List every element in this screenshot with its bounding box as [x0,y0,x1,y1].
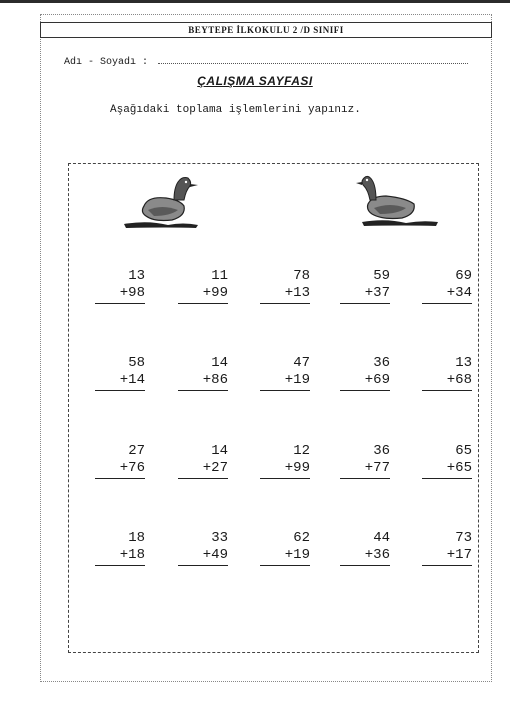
addition-problem [260,530,310,566]
addition-problem [340,443,390,479]
problems-box [68,163,479,653]
worksheet-title: ÇALIŞMA SAYFASI [197,74,313,88]
addition-problem [260,355,310,391]
answer-line[interactable] [422,478,472,479]
addend-bottom: +27 [202,460,228,476]
answer-line[interactable] [422,565,472,566]
addition-problem [422,443,472,479]
addend-bottom: +17 [446,547,472,563]
addend-bottom: +14 [119,372,145,388]
addend-bottom: +99 [202,285,228,301]
addend-bottom: +49 [202,547,228,563]
answer-line[interactable] [422,303,472,304]
answer-line[interactable] [95,565,145,566]
student-name-line [64,55,468,68]
addend-bottom: +65 [446,460,472,476]
addition-problem [422,530,472,566]
addend-top: 13 [455,355,472,371]
answer-line[interactable] [340,390,390,391]
addend-top: 33 [211,530,228,546]
answer-line[interactable] [340,565,390,566]
answer-line[interactable] [340,478,390,479]
addition-problem [422,268,472,304]
addition-problem [340,355,390,391]
scan-edge [0,0,510,3]
addend-top: 62 [293,530,310,546]
addition-problem [340,268,390,304]
addend-bottom: +18 [119,547,145,563]
addend-bottom: +13 [284,285,310,301]
addend-top: 58 [128,355,145,371]
addend-top: 65 [455,443,472,459]
addend-bottom: +76 [119,460,145,476]
addend-top: 78 [293,268,310,284]
school-header: BEYTEPE İLKOKULU 2 /D SINIFI [40,22,492,38]
addend-bottom: +86 [202,372,228,388]
addend-top: 59 [373,268,390,284]
addend-bottom: +19 [284,547,310,563]
answer-line[interactable] [260,565,310,566]
addend-top: 18 [128,530,145,546]
addition-problem [95,268,145,304]
answer-line[interactable] [178,565,228,566]
answer-line[interactable] [178,303,228,304]
instruction-text: Aşağıdaki toplama işlemlerini yapınız. [110,104,361,116]
addend-top: 13 [128,268,145,284]
addend-bottom: +99 [284,460,310,476]
addend-top: 44 [373,530,390,546]
addition-problem [260,443,310,479]
addend-bottom: +77 [364,460,390,476]
duck-icon [118,170,206,232]
addend-top: 36 [373,443,390,459]
addition-problem [178,443,228,479]
answer-line[interactable] [422,390,472,391]
addition-problem [260,268,310,304]
answer-line[interactable] [95,390,145,391]
addend-bottom: +34 [446,285,472,301]
addition-problem [178,530,228,566]
addend-top: 47 [293,355,310,371]
addend-top: 14 [211,443,228,459]
addition-problem [95,443,145,479]
answer-line[interactable] [95,478,145,479]
addition-problem [178,355,228,391]
addition-problem [95,530,145,566]
addend-top: 36 [373,355,390,371]
answer-line[interactable] [260,390,310,391]
answer-line[interactable] [95,303,145,304]
addend-bottom: +19 [284,372,310,388]
answer-line[interactable] [340,303,390,304]
answer-line[interactable] [178,478,228,479]
name-field[interactable] [158,55,468,64]
name-label: Adı - Soyadı : [64,57,149,68]
duck-icon [356,170,442,230]
addend-bottom: +68 [446,372,472,388]
answer-line[interactable] [178,390,228,391]
answer-line[interactable] [260,478,310,479]
addend-top: 14 [211,355,228,371]
answer-line[interactable] [260,303,310,304]
addend-top: 11 [211,268,228,284]
addend-bottom: +69 [364,372,390,388]
addend-top: 27 [128,443,145,459]
addend-top: 12 [293,443,310,459]
addition-problem [422,355,472,391]
addition-problem [95,355,145,391]
addition-problem [340,530,390,566]
addition-problem [178,268,228,304]
addend-bottom: +36 [364,547,390,563]
addend-top: 73 [455,530,472,546]
addend-bottom: +37 [364,285,390,301]
addend-bottom: +98 [119,285,145,301]
addend-top: 69 [455,268,472,284]
